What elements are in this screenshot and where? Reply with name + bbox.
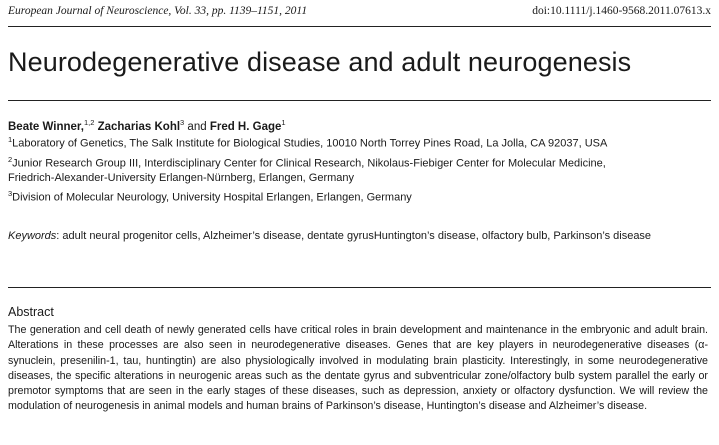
doi-link[interactable]: doi:10.1111/j.1460-9568.2011.07613.x	[532, 5, 711, 17]
affiliation-text: Friedrich-Alexander-University Erlangen-Nürnberg, Erlangen, Germany	[8, 172, 355, 185]
author-affil-marker: 3	[180, 118, 185, 127]
author-list	[8, 118, 286, 133]
title-rule	[8, 100, 711, 101]
header-rule	[8, 26, 711, 27]
abstract-heading: Abstract	[8, 305, 54, 319]
author-name[interactable]: Zacharias Kohl	[97, 120, 181, 133]
author-affil-marker: 1,2	[83, 118, 95, 127]
keywords	[8, 229, 698, 244]
affiliation-line	[8, 186, 607, 206]
affiliation-marker: 2	[8, 154, 13, 164]
affiliation-line	[8, 152, 607, 172]
article-title: Neurodegenerative disease and adult neurogenesis	[8, 47, 632, 77]
running-header	[8, 5, 711, 17]
affiliations	[8, 132, 607, 206]
affiliation-marker: 3	[8, 189, 13, 199]
abstract-rule	[8, 287, 711, 288]
author-conjunction: and	[187, 120, 207, 133]
author-affil-marker: 1	[281, 118, 286, 127]
journal-citation: European Journal of Neuroscience, Vol. 33, pp. 1139–1151, 2011	[8, 5, 308, 17]
affiliation-line	[8, 132, 607, 152]
keywords-text: : adult neural progenitor cells, Alzheimer’s disease, dentate gyrusHuntington’s disease, olfactory bulb, Parkinson’s disease	[56, 230, 652, 242]
affiliation-marker: 1	[8, 135, 13, 144]
affiliation-text: Junior Research Group III, Interdisciplinary Center for Clinical Research, Nikolaus-Fiebiger Center for Molecular Medicine,	[12, 157, 606, 170]
keywords-label: Keywords	[8, 230, 57, 242]
author-name[interactable]: Beate Winner,	[8, 120, 84, 133]
affiliation-line	[8, 171, 607, 186]
affiliation-text: Division of Molecular Neurology, University Hospital Erlangen, Erlangen, Germany	[12, 191, 412, 204]
author-name[interactable]: Fred H. Gage	[209, 120, 282, 133]
abstract-body: The generation and cell death of newly generated cells have critical roles in brain development and maintenance in the embryonic and adult brain. Alterations in these processes are also seen in neurodegenerative diseases. Genes that are key players in neurodegenerative diseases (α-synuclein, presenilin-1, tau, huntingtin) are also physiologically involved in modulating brain plasticity. Interestingly, in some neurodegenerative diseases, the specific alterations in neurogenic areas such as the dentate gyrus and subventricular zone/olfactory bulb system parallel the early or premotor symptoms that are seen in the early stages of these diseases, such as depression, anxiety or olfactory dysfunction. We will review the modulation of neurogenesis in animal models and human brains of Parkinson’s disease, Huntington’s disease and Alzheimer’s disease.	[8, 324, 708, 413]
affiliation-text: Laboratory of Genetics, The Salk Institute for Biological Studies, 10010 North Torrey Pines Road, La Jolla, CA 92037, USA	[12, 137, 608, 150]
